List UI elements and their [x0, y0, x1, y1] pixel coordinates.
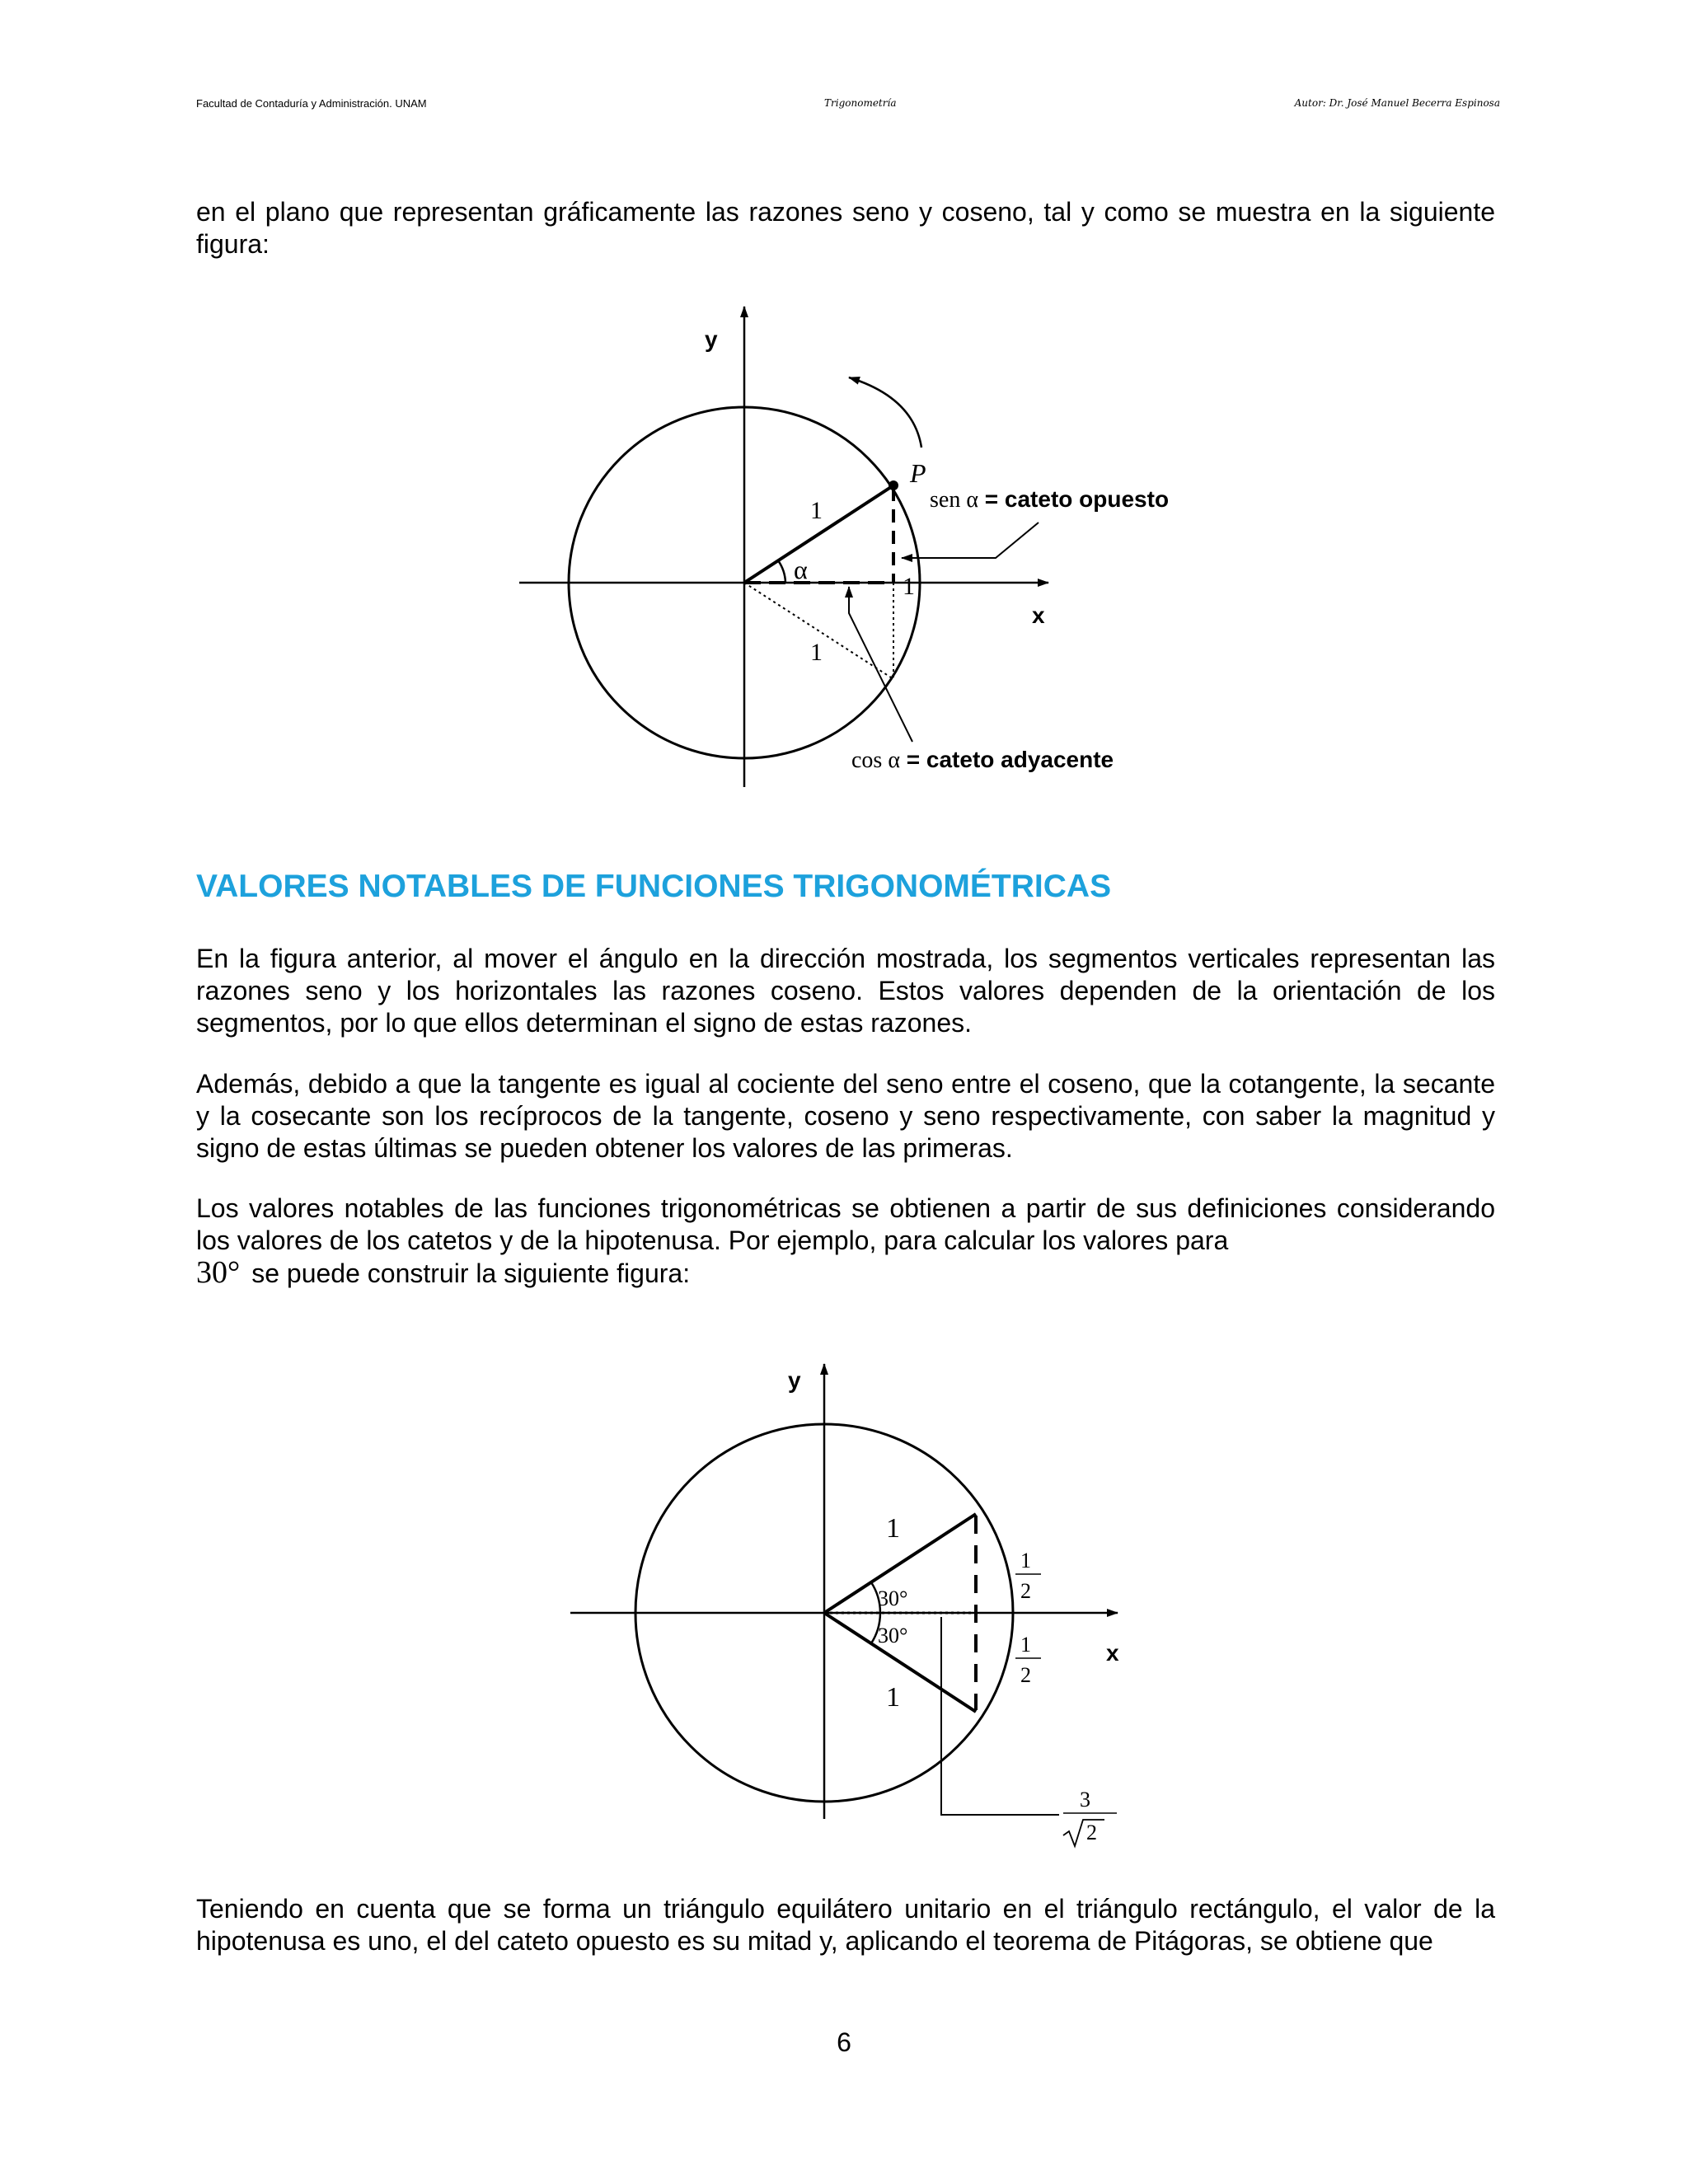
fig2-lower-hypotenuse-label: 1: [886, 1682, 900, 1713]
paragraph-degree-value: 30°: [196, 1255, 241, 1290]
fig2-upper-fraction-denominator: 2: [1020, 1579, 1031, 1603]
fig1-radius-label: 1: [810, 497, 823, 524]
fig2-lower-fraction-denominator: 2: [1020, 1663, 1031, 1687]
fig1-sine-suffix: = cateto opuesto: [978, 486, 1170, 512]
page-number: 6: [837, 2027, 851, 2057]
fig1-point-label: P: [910, 458, 926, 488]
fig2-adjacent-pointer: [941, 1617, 1059, 1815]
fig1-alpha-label: α: [794, 555, 808, 584]
fig2-y-label: y: [788, 1367, 801, 1393]
fig1-sine-prefix: sen α: [930, 487, 978, 513]
fig2-sqrt-denominator: 2: [1086, 1821, 1097, 1844]
fig2-upper-hypotenuse-label: 1: [886, 1513, 900, 1544]
fig1-x-label: x: [1032, 602, 1045, 628]
fig1-y-label: y: [705, 326, 718, 352]
section-heading: VALORES NOTABLES DE FUNCIONES TRIGONOMÉTRICAS: [196, 869, 1112, 904]
fig2-upper-angle-label: 30°: [878, 1586, 908, 1610]
header-subject: Trigonometría: [824, 97, 897, 109]
paragraph-segments: En la figura anterior, al mover el ángulo en la dirección mostrada, los segmentos verticales representan las razones seno y los horizontales las razones coseno. Estos valores dependen de la orientación de los segmentos, por lo que ellos determinan el signo de estas razones.: [196, 944, 1495, 1038]
paragraph-notable-values-text: Los valores notables de las funciones trigonométricas se obtienen a partir de sus definiciones considerando los valores de los catetos y de la hipotenusa. Por ejemplo, para calcular los valores para: [196, 1193, 1495, 1255]
intro-paragraph: en el plano que representan gráficamente las razones seno y coseno, tal y como se muestra en la siguiente figura:: [196, 197, 1495, 259]
fig1-cosine-suffix: = cateto adyacente: [900, 747, 1114, 772]
paragraph-notable-values-tail: se puede construir la siguiente figura:: [251, 1258, 691, 1288]
fig2-sqrt-numerator: 3: [1080, 1788, 1090, 1811]
fig1-x-intercept-label: 1: [903, 573, 915, 600]
fig2-lower-fraction-numerator: 1: [1020, 1633, 1031, 1657]
fig2-x-label: x: [1106, 1640, 1119, 1666]
paragraph-reciprocals: Además, debido a que la tangente es igual al cociente del seno entre el coseno, que la cotangente, la secante y la cosecante son los recíprocos de la tangente, coseno y seno respectivamente, con saber la magnitud y signo de estas últimas se pueden obtener los valores de las primeras.: [196, 1069, 1495, 1163]
fig2-upper-fraction-numerator: 1: [1020, 1549, 1031, 1572]
fig2-radical-sign: [1063, 1820, 1104, 1846]
fig1-cosine-prefix: cos α: [851, 748, 900, 773]
fig2-lower-angle-label: 30°: [878, 1624, 908, 1647]
paragraph-equilateral: Teniendo en cuenta que se forma un triángulo equilátero unitario en el triángulo rectángulo, el valor de la hipotenusa es uno, el del cateto opuesto es su mitad y, aplicando el teorema de Pitágoras, se obtiene que: [196, 1894, 1495, 1956]
header-institution: Facultad de Contaduría y Administración. UNAM: [196, 97, 427, 110]
fig1-lower-radius-label: 1: [810, 639, 823, 666]
header-author: Autor: Dr. José Manuel Becerra Espinosa: [1294, 97, 1500, 109]
